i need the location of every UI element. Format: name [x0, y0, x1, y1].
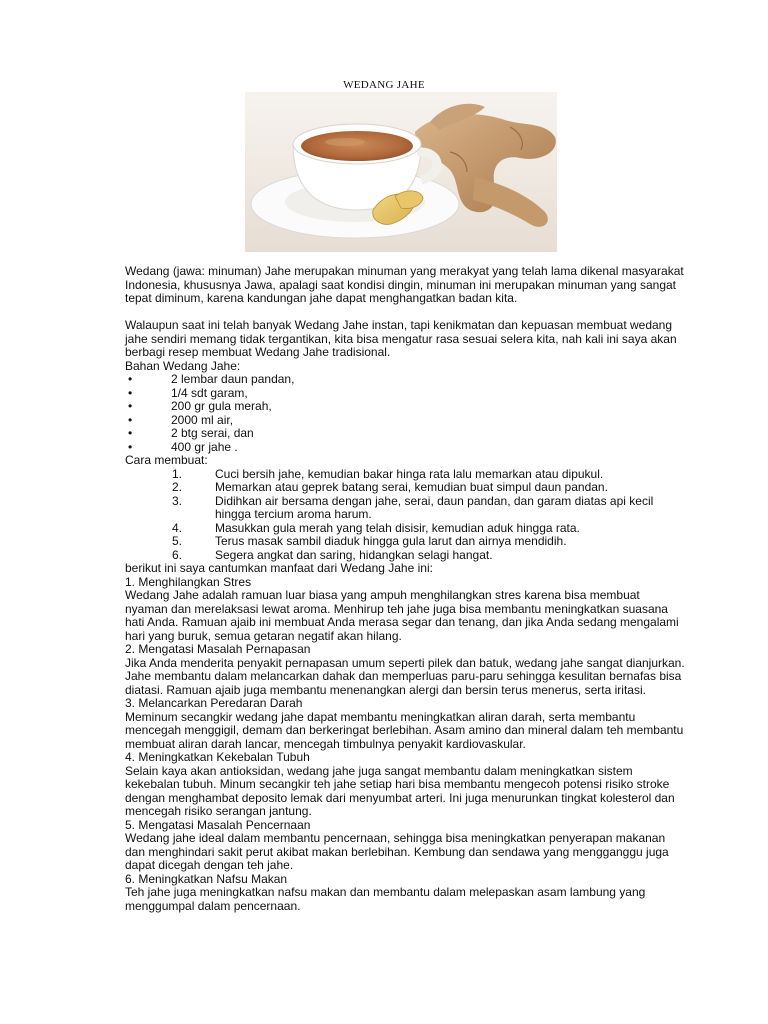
intro-paragraph-2: Walaupun saat ini telah banyak Wedang Jahe instan, tapi kenikmatan dan kepuasan membuat wedang jahe sendiri memang tidak tergantikan, kita bisa mengatur rasa sesuai selera kita, nah kali ini saya akan berbagi resep membuat Wedang Jahe tradisional. — [125, 318, 677, 359]
list-item: 6. Segera angkat dan saring, hidangkan selagi hangat. — [172, 547, 493, 562]
benefit-heading: 5. Mengatasi Masalah Pencernaan — [125, 817, 311, 832]
list-item: 5. Terus masak sambil diaduk hingga gula larut dan airnya mendidih. — [172, 534, 567, 548]
steps-list — [125, 468, 685, 563]
ingredients-heading: Bahan Wedang Jahe: — [125, 358, 241, 373]
list-item: 1. Cuci bersih jahe, kemudian bakar hinga rata lalu memarkan atau dipukul. — [172, 466, 604, 481]
list-item: • 2 lembar daun pandan, — [125, 373, 685, 387]
benefit-text: Wedang Jahe adalah ramuan luar biasa yang ampuh menghilangkan stres karena bisa membuat nyaman dan merelaksasi lewat aroma. Menhirup teh jahe juga bisa membantu meningkatkan suasana hati Anda. Ramuan ajaib ini membuat Anda merasa segar dan tenang, dan jika Anda sedang mengalami hari yang buruk, semua getaran negatif akan hilang. — [125, 588, 679, 643]
list-item: • 400 gr jahe . — [125, 441, 685, 455]
benefit-heading: 2. Mengatasi Masalah Pernapasan — [125, 642, 311, 656]
bullet-icon: • — [128, 412, 133, 427]
steps-heading: Cara membuat: — [125, 453, 208, 467]
benefit-text: Jika Anda menderita penyakit pernapasan umum seperti pilek dan batuk, wedang jahe sangat dianjurkan. Jahe membantu dalam melancarkan dahak dan memperluas paru-paru sehingga kesulitan bernafas bisa diatasi. Ramuan ajaib juga membantu menenangkan alergi dan bersin terus menerus, serta iritasi. — [125, 655, 685, 697]
list-item: • 2 btg serai, dan — [125, 427, 685, 441]
bullet-icon: • — [128, 426, 133, 440]
list-item: • 1/4 sdt garam, — [125, 387, 685, 401]
bullet-icon: • — [128, 372, 133, 386]
bullet-icon: • — [128, 399, 133, 413]
benefit-text: Selain kaya akan antioksidan, wedang jahe juga sangat membantu dalam meningkatkan sistem kekebalan tubuh. Minum secangkir teh jahe setiap hari bisa membantu mengecoh potensi risiko stroke dengan menghambat deposito lemak dari menyumbat arteri. Ini juga menurunkan tingkat kolesterol dan mencegah risiko serangan jantung. — [125, 763, 675, 818]
benefit-heading: 4. Meningkatkan Kekebalan Tubuh — [125, 750, 310, 764]
bullet-icon: • — [128, 439, 133, 454]
intro-paragraph-1: Wedang (jawa: minuman) Jahe merupakan minuman yang merakyat yang telah lama dikenal masyarakat Indonesia, khususnya Jawa, apalagi saat kondisi dingin, minuman ini merupakan minuman yang sangat tepat diminum, karena kandungan jahe dapat menghangatkan badan kita. — [125, 264, 684, 305]
list-item: 2. Memarkan atau geprek batang serai, kemudian buat simpul daun pandan. — [172, 480, 608, 494]
list-item: 3. Didihkan air bersama dengan jahe, serai, daun pandan, dan garam diatas api kecil hingga tercium aroma harum. — [172, 493, 654, 521]
list-item: • 2000 ml air, — [125, 414, 685, 428]
benefit-text: Meminum secangkir wedang jahe dapat membantu meningkatkan aliran darah, serta membantu mencegah menggigil, demam dan berkeringat berlebihan. Asam amino dan mineral dalam teh membantu membuat aliran darah lancar, mencegah timbulnya penyakit kardiovaskular. — [125, 709, 684, 751]
list-item: 4. Masukkan gula merah yang telah disisir, kemudian aduk hingga rata. — [172, 520, 580, 535]
bullet-icon: • — [128, 385, 133, 400]
benefit-heading: 6. Meningkatkan Nafsu Makan — [125, 871, 288, 886]
list-item: • 200 gr gula merah, — [125, 400, 685, 414]
benefits-intro: berikut ini saya cantumkan manfaat dari Wedang Jahe ini: — [125, 561, 433, 575]
benefit-heading: 1. Menghilangkan Stres — [125, 574, 252, 589]
benefit-text: Teh jahe juga meningkatkan nafsu makan dan membantu dalam melepaskan asam lambung yang menggumpal dalam pencernaan. — [125, 885, 646, 913]
recipe-content — [125, 265, 685, 913]
ginger-tea-photo — [245, 92, 557, 252]
document-title: WEDANG JAHE — [343, 79, 425, 91]
benefit-heading: 3. Melancarkan Peredaran Darah — [125, 696, 303, 710]
benefit-text: Wedang jahe ideal dalam membantu pencernaan, sehingga bisa meningkatkan penyerapan makanan dan menghindari sakit perut akibat makan berlebihan. Kembung dan sendawa yang mengganggu juga dapat dicegah dengan teh jahe. — [125, 831, 669, 872]
ingredients-list — [125, 373, 685, 454]
